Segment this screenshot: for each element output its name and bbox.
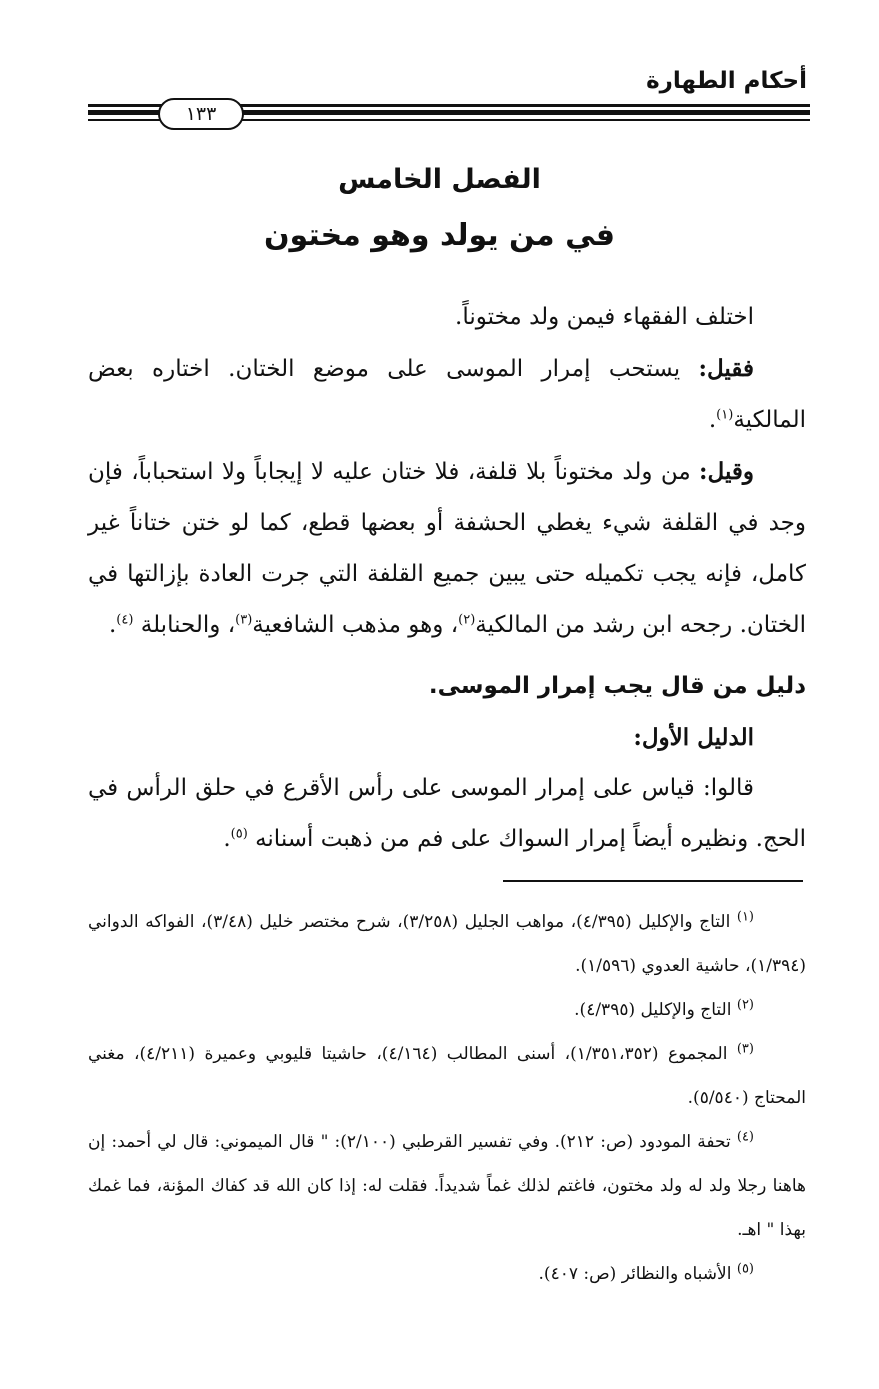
footnote-text-3: المجموع (١/٣٥١،٣٥٢)، أسنى المطالب (٤/١٦٤)، حاشيتا قليوبي وعميرة (٤/٢١١)، مغني المحتاج (٥/٥٤٠). (88, 1044, 806, 1108)
footnote-marker-1: (١) (736, 909, 754, 925)
footnote-4 (88, 1120, 806, 1252)
footnote-text-4: تحفة المودود (ص: ٢١٢). وفي تفسير القرطبي (٢/١٠٠): " قال الميموني: قال لي أحمد: إن هاهنا رجلا ولد له ولد مختون، فاغتم لذلك غماً شديداً. فقلت له: إذا كان الله قد كفاك المؤنة، فما غمك بهذا " اهـ. (88, 1132, 806, 1240)
paragraph-3-mid: ، وهو مذهب الشافعية (252, 612, 459, 638)
footnote-marker-5: (٥) (736, 1261, 754, 1277)
footnote-3 (88, 1032, 806, 1120)
paragraph-2-end: . (708, 407, 717, 433)
page-number (158, 98, 244, 130)
paragraph-2 (88, 343, 806, 446)
footnote-1 (88, 900, 806, 988)
footnote-marker-4: (٤) (736, 1129, 754, 1145)
chapter-title: الفصل الخامس (338, 164, 541, 195)
footnote-separator (503, 880, 803, 882)
section-heading: دليل من قال يجب إمرار الموسى. (428, 673, 806, 699)
footnote-5 (88, 1252, 806, 1296)
footnote-2 (88, 988, 806, 1032)
paragraph-4 (88, 763, 806, 865)
footnote-text-2: التاج والإكليل (٤/٣٩٥). (574, 1000, 737, 1020)
paragraph-3-mid2: ، والحنابلة (133, 612, 236, 638)
footnote-ref-2[interactable]: (٢) (458, 612, 476, 628)
paragraph-3-text: من ولد مختوناً بلا قلفة، فلا ختان عليه لا إيجاباً ولا استحباباً، فإن وجد في القلفة شيء يغطي الحشفة أو بعضها قطع، كما لو ختن ختاناً غير كامل، فإنه يجب تكميله حتى يبين جميع القلفة التي جرت العادة بإزالتها في الختان. رجحه ابن رشد من المالكية (88, 459, 806, 638)
paragraph-1: اختلف الفقهاء فيمن ولد مختوناً. (455, 304, 754, 330)
footnote-text-5: الأشباه والنظائر (ص: ٤٠٧). (538, 1264, 737, 1284)
footnotes (88, 900, 806, 1296)
running-header-title: أحكام الطهارة (646, 68, 807, 94)
paragraph-3 (88, 446, 806, 651)
footnote-marker-2: (٢) (736, 997, 754, 1013)
footnote-ref-4[interactable]: (٤) (116, 612, 134, 628)
paragraph-4-end: . (223, 826, 231, 852)
paragraph-2-lead: فقيل: (698, 355, 754, 382)
paragraph-3-lead: وقيل: (699, 458, 754, 485)
paragraph-4-text: قالوا: قياس على إمرار الموسى على رأس الأقرع في حلق الرأس في الحج. ونظيره أيضاً إمرار السواك على فم من ذهبت أسنانه (88, 775, 806, 852)
footnote-ref-5[interactable]: (٥) (230, 826, 248, 842)
paragraph-2-text: يستحب إمرار الموسى على موضع الختان. اختاره بعض المالكية (88, 356, 806, 433)
page-number-text: ١٣٣ (185, 103, 217, 125)
footnote-ref-3[interactable]: (٣) (235, 612, 253, 628)
paragraph-3-end: . (108, 612, 117, 638)
chapter-subtitle: في من يولد وهو مختون (263, 218, 616, 253)
section-subheading: الدليل الأول: (633, 724, 754, 751)
footnote-ref-1[interactable]: (١) (716, 407, 734, 423)
main-text (88, 292, 806, 865)
footnote-text-1: التاج والإكليل (٤/٣٩٥)، مواهب الجليل (٣/٢٥٨)، شرح مختصر خليل (٣/٤٨)، الفواكه الدواني (١/٣٩٤)، حاشية العدوي (١/٥٩٦). (88, 912, 806, 976)
footnote-marker-3: (٣) (736, 1041, 754, 1057)
